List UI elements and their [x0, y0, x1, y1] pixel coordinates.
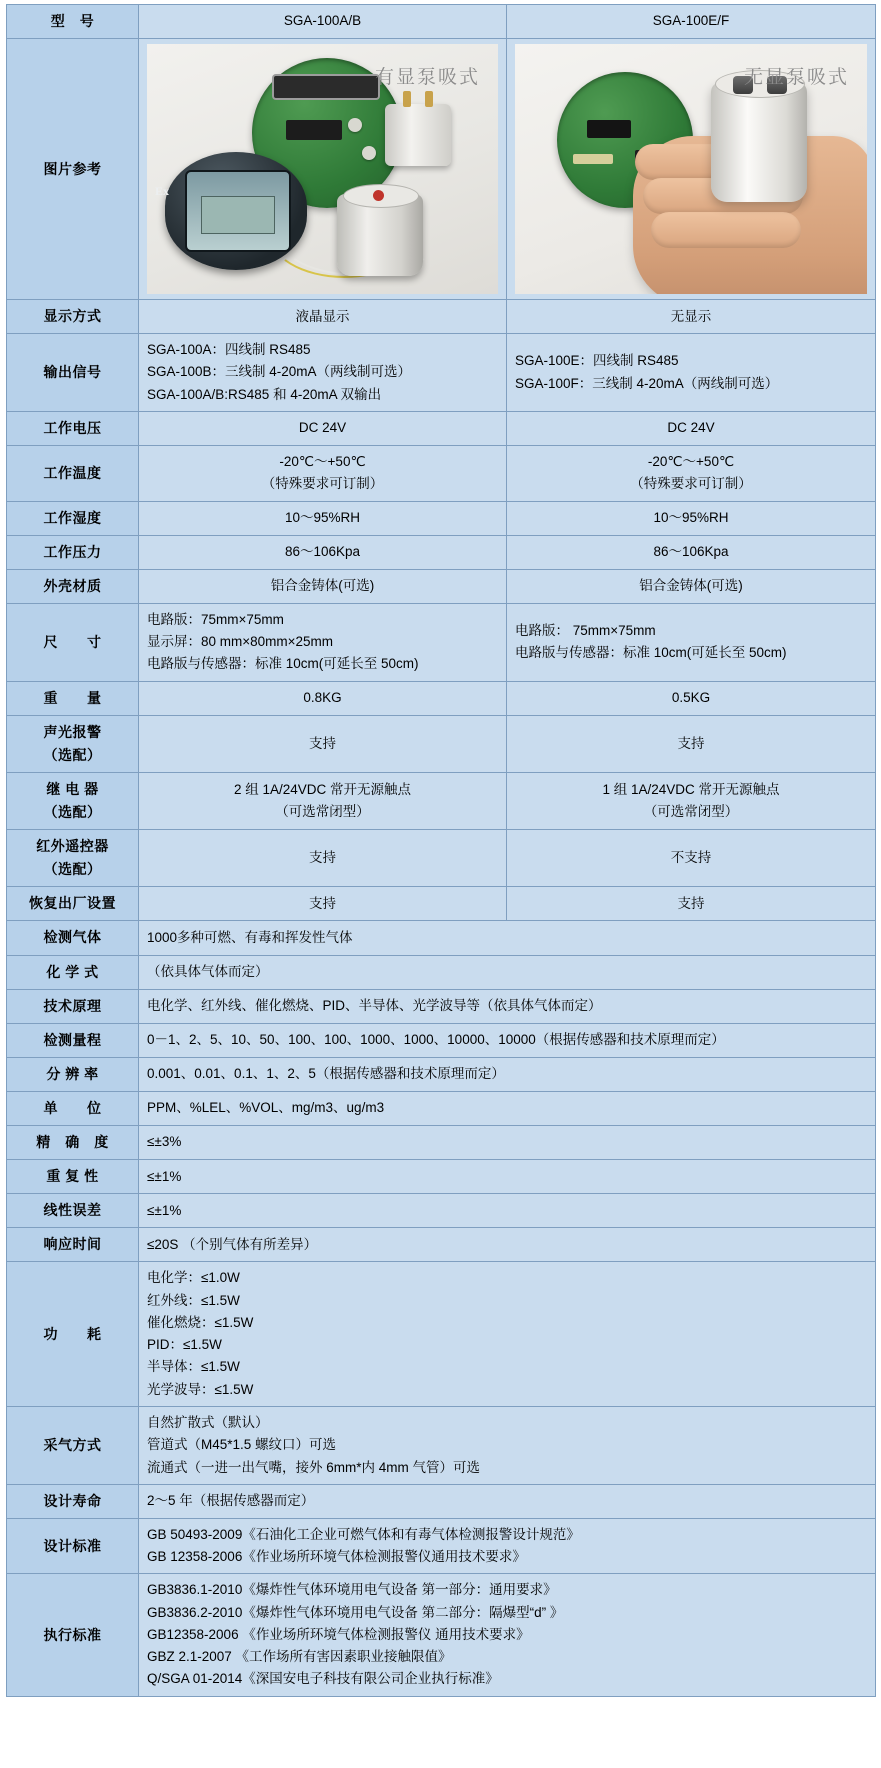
label-line: （选配）: [43, 804, 102, 821]
text-line: 自然扩散式（默认）: [147, 1414, 269, 1430]
text-line: GB3836.1-2010《爆炸性气体环境用电气设备 第一部分：通用要求》: [147, 1582, 557, 1598]
text-line: 2 组 1A/24VDC 常开无源触点: [233, 781, 412, 797]
cell-pressure-ef: 86～106Kpa: [507, 535, 876, 569]
row-label: 采气方式: [7, 1406, 139, 1484]
row-label: 尺 寸: [7, 603, 139, 681]
row-label: 精 确 度: [7, 1126, 139, 1160]
text-line: （特殊要求可订制）: [630, 476, 752, 492]
label-line: 继 电 器: [46, 780, 99, 797]
text-line: 显示屏：80 mm×80mm×25mm: [147, 634, 334, 650]
specification-table: [6, 4, 876, 1697]
text-line: 管道式（M45*1.5 螺纹口）可选: [147, 1437, 337, 1453]
photo-tag-ef: 无显泵吸式: [743, 67, 849, 89]
table-row-model: [7, 5, 876, 39]
table-row-factory-reset: [7, 887, 876, 921]
cell-pressure-ab: 86～106Kpa: [139, 535, 507, 569]
table-row-design-standard: [7, 1518, 876, 1574]
table-row-technology: [7, 989, 876, 1023]
cell-detected-gas: 1000多种可燃、有毒和挥发性气体: [139, 921, 876, 955]
text-line: 流通式（一进一出气嘴，接外 6mm*内 4mm 气管）可选: [147, 1459, 481, 1475]
cell-accuracy: ≤±3%: [139, 1126, 876, 1160]
text-line: GB3836.2-2010《爆炸性气体环境用电气设备 第二部分：隔爆型“d” 》: [147, 1604, 564, 1620]
ex-marking: Ex: [155, 184, 170, 199]
table-body: [7, 5, 876, 1697]
label-line: （选配）: [43, 861, 102, 878]
row-label: 重 量: [7, 681, 139, 715]
table-row-pressure: [7, 535, 876, 569]
cell-linearity: ≤±1%: [139, 1194, 876, 1228]
cell-voltage-ab: DC 24V: [139, 411, 507, 445]
text-line: SGA-100F：三线制 4-20mA（两线制可选）: [515, 375, 779, 391]
cell-power: [139, 1262, 876, 1407]
text-line: SGA-100A/B:RS485 和 4-20mA 双输出: [147, 386, 382, 402]
cell-humidity-ab: 10～95%RH: [139, 501, 507, 535]
text-line: 电路版： 75mm×75mm: [515, 623, 656, 639]
cell-ir-ef: 不支持: [507, 830, 876, 887]
table-row-unit: [7, 1091, 876, 1125]
cell-dimensions-ef: [507, 603, 876, 681]
capacitor-icon: [348, 118, 362, 132]
cell-repeatability: ≤±1%: [139, 1160, 876, 1194]
text-line: -20℃～+50℃: [279, 454, 366, 470]
table-row-repeatability: [7, 1160, 876, 1194]
cell-design-standard: [139, 1518, 876, 1574]
table-row-range: [7, 1023, 876, 1057]
text-line: 电路版与传感器：标准 10cm(可延长至 50cm): [515, 645, 787, 661]
row-label: 型 号: [7, 5, 139, 39]
product-photo-ab: [147, 44, 498, 294]
text-line: 1 组 1A/24VDC 常开无源触点: [602, 781, 780, 797]
finger: [651, 212, 801, 248]
table-row-output: [7, 334, 876, 412]
cell-voltage-ef: DC 24V: [507, 411, 876, 445]
cell-display-ab: 液晶显示: [139, 300, 507, 334]
cell-unit: PPM、%LEL、%VOL、mg/m3、ug/m3: [139, 1091, 876, 1125]
photo-tag-ab: 有显泵吸式: [374, 67, 480, 89]
cell-output-ab: [139, 334, 507, 412]
text-line: GBZ 2.1-2007 《工作场所有害因素职业接触限值》: [147, 1649, 452, 1665]
cell-temperature-ef: [507, 446, 876, 502]
text-line: GB 12358-2006《作业场所环境气体检测报警仪通用技术要求》: [147, 1549, 526, 1565]
row-label: 分 辨 率: [7, 1057, 139, 1091]
row-label: 图片参考: [7, 39, 139, 300]
row-label: [7, 830, 139, 887]
cell-model-ab: SGA-100A/B: [139, 5, 507, 39]
row-label: 外壳材质: [7, 569, 139, 603]
sensor-housing: [711, 82, 807, 202]
sensor-housing: [337, 194, 423, 276]
chip-icon: [587, 120, 631, 138]
row-label: 重 复 性: [7, 1160, 139, 1194]
text-line: （可选常闭型）: [643, 804, 739, 820]
cell-reset-ef: 支持: [507, 887, 876, 921]
cell-reset-ab: 支持: [139, 887, 507, 921]
cell-housing-ef: 铝合金铸体(可选): [507, 569, 876, 603]
row-label: 功 耗: [7, 1262, 139, 1407]
row-label: 线性误差: [7, 1194, 139, 1228]
label-line: 声光报警: [43, 723, 102, 740]
table-row-photos: [7, 39, 876, 300]
table-row-display: [7, 300, 876, 334]
table-row-response-time: [7, 1228, 876, 1262]
cell-weight-ef: 0.5KG: [507, 681, 876, 715]
text-line: 半导体：≤1.5W: [147, 1359, 240, 1375]
cell-technology: 电化学、红外线、催化燃烧、PID、半导体、光学波导等（依具体气体而定）: [139, 989, 876, 1023]
row-label: 设计标准: [7, 1518, 139, 1574]
text-line: -20℃～+50℃: [647, 454, 735, 470]
row-label: 技术原理: [7, 989, 139, 1023]
text-line: （特殊要求可订制）: [261, 476, 384, 492]
text-line: 电路版与传感器：标准 10cm(可延长至 50cm): [147, 656, 419, 672]
cell-relay-ef: [507, 772, 876, 829]
table-row-housing-material: [7, 569, 876, 603]
table-row-voltage: [7, 411, 876, 445]
connector-plug: [385, 104, 451, 166]
text-line: 红外线：≤1.5W: [147, 1292, 240, 1308]
row-label: 显示方式: [7, 300, 139, 334]
label-line: 红外遥控器: [36, 838, 109, 855]
text-line: 催化燃烧：≤1.5W: [147, 1314, 254, 1330]
table-row-alarm: [7, 715, 876, 772]
text-line: PID：≤1.5W: [147, 1337, 222, 1353]
cell-display-ef: 无显示: [507, 300, 876, 334]
cell-relay-ab: [139, 772, 507, 829]
table-row-relay: [7, 772, 876, 829]
table-row-linearity: [7, 1194, 876, 1228]
table-row-resolution: [7, 1057, 876, 1091]
table-row-ir-remote: [7, 830, 876, 887]
table-row-detected-gas: [7, 921, 876, 955]
cell-response-time: ≤20S （个别气体有所差异）: [139, 1228, 876, 1262]
table-row-sampling: [7, 1406, 876, 1484]
meter-face: [185, 170, 291, 252]
row-label: 工作电压: [7, 411, 139, 445]
cell-photo-ab: [139, 39, 507, 300]
row-label: 执行标准: [7, 1574, 139, 1696]
cell-execution-standard: [139, 1574, 876, 1696]
row-label: [7, 715, 139, 772]
capacitor-icon: [362, 146, 376, 160]
cell-resolution: 0.001、0.01、0.1、1、2、5（根据传感器和技术原理而定）: [139, 1057, 876, 1091]
table-row-temperature: [7, 446, 876, 502]
label-line: （选配）: [43, 746, 102, 763]
text-line: GB12358-2006 《作业场所环境气体检测报警仪 通用技术要求》: [147, 1626, 530, 1642]
solder-pad: [573, 154, 613, 164]
table-row-power: [7, 1262, 876, 1407]
text-line: （可选常闭型）: [275, 804, 370, 820]
cell-housing-ab: 铝合金铸体(可选): [139, 569, 507, 603]
cell-temperature-ab: [139, 446, 507, 502]
cell-humidity-ef: 10～95%RH: [507, 501, 876, 535]
text-line: SGA-100B：三线制 4-20mA（两线制可选）: [147, 364, 412, 380]
row-label: 检测气体: [7, 921, 139, 955]
chip-icon: [286, 120, 342, 140]
row-label: 输出信号: [7, 334, 139, 412]
text-line: SGA-100A：四线制 RS485: [147, 342, 311, 358]
plug-pin: [403, 91, 411, 107]
product-photo-ef: [515, 44, 867, 294]
lcd-screen: [201, 196, 275, 234]
text-line: 电化学：≤1.0W: [147, 1270, 240, 1286]
cell-photo-ef: [507, 39, 876, 300]
table-row-chemical-formula: [7, 955, 876, 989]
cell-weight-ab: 0.8KG: [139, 681, 507, 715]
cell-model-ef: SGA-100E/F: [507, 5, 876, 39]
text-line: 光学波导：≤1.5W: [147, 1381, 254, 1397]
row-label: 工作压力: [7, 535, 139, 569]
cell-sampling: [139, 1406, 876, 1484]
cell-ir-ab: 支持: [139, 830, 507, 887]
cell-chemical-formula: （依具体气体而定）: [139, 955, 876, 989]
table-row-humidity: [7, 501, 876, 535]
cell-lifespan: 2～5 年（根据传感器而定）: [139, 1484, 876, 1518]
row-label: 工作温度: [7, 446, 139, 502]
row-label: 检测量程: [7, 1023, 139, 1057]
table-row-lifespan: [7, 1484, 876, 1518]
table-row-accuracy: [7, 1126, 876, 1160]
row-label: 单 位: [7, 1091, 139, 1125]
cell-dimensions-ab: [139, 603, 507, 681]
cell-alarm-ab: 支持: [139, 715, 507, 772]
display-meter: [155, 152, 307, 270]
text-line: Q/SGA 01-2014《深国安电子科技有限公司企业执行标准》: [147, 1671, 499, 1687]
terminal-strip: [274, 76, 378, 98]
text-line: SGA-100E：四线制 RS485: [515, 353, 679, 369]
plug-pin: [425, 91, 433, 107]
cell-alarm-ef: 支持: [507, 715, 876, 772]
row-label: 化 学 式: [7, 955, 139, 989]
row-label: 响应时间: [7, 1228, 139, 1262]
cell-range: 0－1、2、5、10、50、100、100、1000、1000、10000、10000（根据传感器和技术原理而定）: [139, 1023, 876, 1057]
text-line: GB 50493-2009《石油化工企业可燃气体和有毒气体检测报警设计规范》: [147, 1526, 580, 1542]
row-label: 设计寿命: [7, 1484, 139, 1518]
table-row-weight: [7, 681, 876, 715]
table-row-execution-standard: [7, 1574, 876, 1696]
row-label: 恢复出厂设置: [7, 887, 139, 921]
table-row-dimensions: [7, 603, 876, 681]
row-label: 工作湿度: [7, 501, 139, 535]
row-label: [7, 772, 139, 829]
cell-output-ef: [507, 334, 876, 412]
text-line: 电路版：75mm×75mm: [147, 611, 284, 627]
